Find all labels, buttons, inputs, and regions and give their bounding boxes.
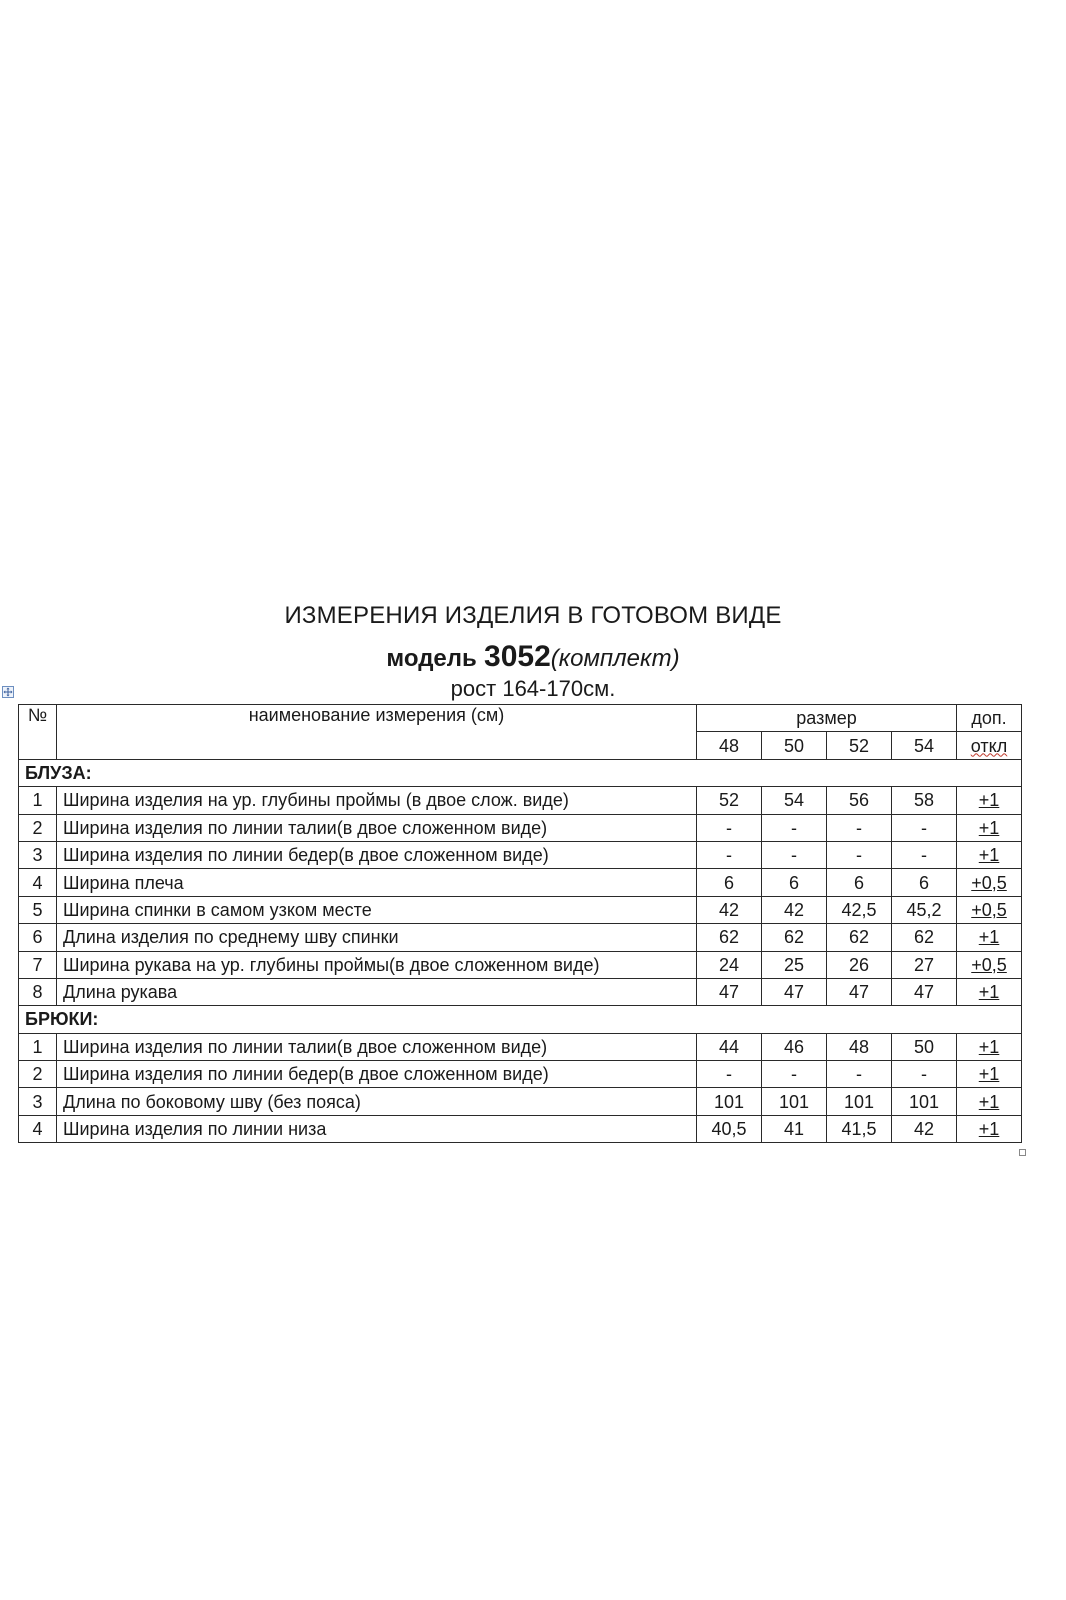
section-row	[19, 1006, 1022, 1033]
row-tolerance	[957, 787, 1022, 814]
row-tolerance	[957, 1033, 1022, 1060]
row-size-value: -	[762, 841, 827, 868]
row-size-value: 41	[762, 1115, 827, 1142]
section-title: БЛУЗА:	[19, 759, 1022, 786]
model-line	[0, 640, 1066, 674]
row-size-value: 40,5	[697, 1115, 762, 1142]
row-tolerance	[957, 814, 1022, 841]
table-row	[19, 814, 1022, 841]
row-measurement-name: Ширина изделия на ур. глубины проймы (в двое слож. виде)	[57, 787, 697, 814]
row-measurement-name: Ширина плеча	[57, 869, 697, 896]
row-size-value: -	[697, 841, 762, 868]
height-line: рост 164-170см.	[450, 676, 616, 701]
tolerance-value: +1	[978, 1036, 1000, 1057]
row-number: 2	[19, 1061, 57, 1088]
row-number: 6	[19, 924, 57, 951]
row-size-value: -	[827, 1061, 892, 1088]
row-size-value: 26	[827, 951, 892, 978]
tolerance-value: +1	[978, 1119, 1000, 1140]
table-row	[19, 1115, 1022, 1142]
row-size-value: 56	[827, 787, 892, 814]
row-size-value: 58	[892, 787, 957, 814]
tolerance-value: +0,5	[971, 872, 1007, 893]
row-size-value: -	[762, 814, 827, 841]
row-size-value: 47	[827, 978, 892, 1005]
row-size-value: 46	[762, 1033, 827, 1060]
row-tolerance	[957, 951, 1022, 978]
row-size-value: 101	[892, 1088, 957, 1115]
column-header-size: размер	[697, 705, 957, 732]
row-size-value: -	[892, 841, 957, 868]
column-header-tolerance: доп.	[957, 705, 1022, 732]
table-row	[19, 787, 1022, 814]
section-row	[19, 759, 1022, 786]
size-cell: 50	[762, 732, 827, 759]
row-number: 5	[19, 896, 57, 923]
tolerance-value: +1	[978, 845, 1000, 866]
column-header-name: наименование измерения (см)	[57, 705, 697, 760]
row-measurement-name: Длина по боковому шву (без пояса)	[57, 1088, 697, 1115]
document-title: ИЗМЕРЕНИЯ ИЗДЕЛИЯ В ГОТОВОМ ВИДЕ	[284, 602, 782, 629]
tolerance-value: +1	[978, 1064, 1000, 1085]
size-cell: 54	[892, 732, 957, 759]
row-size-value: 42	[762, 896, 827, 923]
row-size-value: -	[892, 1061, 957, 1088]
row-size-value: -	[762, 1061, 827, 1088]
row-tolerance	[957, 869, 1022, 896]
section-title: БРЮКИ:	[19, 1006, 1022, 1033]
row-tolerance	[957, 978, 1022, 1005]
table-row	[19, 1088, 1022, 1115]
row-size-value: 24	[697, 951, 762, 978]
column-header-number: №	[19, 705, 57, 760]
table-row	[19, 1033, 1022, 1060]
row-size-value: -	[892, 814, 957, 841]
model-note: (комплект)	[550, 645, 680, 672]
row-number: 3	[19, 1088, 57, 1115]
row-measurement-name: Ширина изделия по линии бедер(в двое сложенном виде)	[57, 1061, 697, 1088]
row-size-value: 6	[892, 869, 957, 896]
row-tolerance	[957, 841, 1022, 868]
row-size-value: 6	[827, 869, 892, 896]
row-number: 1	[19, 787, 57, 814]
row-size-value: -	[827, 814, 892, 841]
row-size-value: 101	[827, 1088, 892, 1115]
table-row	[19, 841, 1022, 868]
row-number: 1	[19, 1033, 57, 1060]
row-number: 4	[19, 869, 57, 896]
size-cell: 48	[697, 732, 762, 759]
row-size-value: 25	[762, 951, 827, 978]
row-measurement-name: Ширина изделия по линии бедер(в двое сложенном виде)	[57, 841, 697, 868]
size-cell: 52	[827, 732, 892, 759]
row-size-value: 62	[892, 924, 957, 951]
row-measurement-name: Длина рукава	[57, 978, 697, 1005]
row-number: 4	[19, 1115, 57, 1142]
row-number: 8	[19, 978, 57, 1005]
tolerance-value: +1	[978, 790, 1000, 811]
tolerance-value: +0,5	[971, 954, 1007, 975]
row-size-value: 47	[762, 978, 827, 1005]
row-size-value: 42	[697, 896, 762, 923]
table-row	[19, 869, 1022, 896]
model-label: модель	[386, 645, 477, 672]
row-tolerance	[957, 1088, 1022, 1115]
row-measurement-name: Ширина спинки в самом узком месте	[57, 896, 697, 923]
row-measurement-name: Ширина рукава на ур. глубины проймы(в двое сложенном виде)	[57, 951, 697, 978]
row-size-value: 47	[697, 978, 762, 1005]
row-size-value: 62	[697, 924, 762, 951]
row-size-value: 42,5	[827, 896, 892, 923]
row-tolerance	[957, 924, 1022, 951]
row-size-value: -	[827, 841, 892, 868]
row-size-value: 27	[892, 951, 957, 978]
row-size-value: 41,5	[827, 1115, 892, 1142]
row-tolerance	[957, 896, 1022, 923]
table-row	[19, 978, 1022, 1005]
row-size-value: 54	[762, 787, 827, 814]
table-resize-handle-icon[interactable]	[1019, 1149, 1026, 1156]
model-number: 3052	[484, 640, 551, 673]
row-measurement-name: Ширина изделия по линии талии(в двое сложенном виде)	[57, 1033, 697, 1060]
tolerance-value: +1	[978, 1091, 1000, 1112]
row-size-value: 52	[697, 787, 762, 814]
column-header-tolerance-2	[957, 732, 1022, 759]
row-measurement-name: Ширина изделия по линии низа	[57, 1115, 697, 1142]
table-row	[19, 1061, 1022, 1088]
row-number: 7	[19, 951, 57, 978]
row-number: 2	[19, 814, 57, 841]
table-row	[19, 924, 1022, 951]
row-size-value: 62	[827, 924, 892, 951]
row-size-value: 62	[762, 924, 827, 951]
table-row	[19, 951, 1022, 978]
row-size-value: 48	[827, 1033, 892, 1060]
row-size-value: 44	[697, 1033, 762, 1060]
row-size-value: 45,2	[892, 896, 957, 923]
row-size-value: 101	[762, 1088, 827, 1115]
row-size-value: 42	[892, 1115, 957, 1142]
tolerance-value: +0,5	[971, 899, 1007, 920]
row-tolerance	[957, 1115, 1022, 1142]
measurements-table	[18, 704, 1022, 1143]
table-row	[19, 896, 1022, 923]
row-measurement-name: Ширина изделия по линии талии(в двое сложенном виде)	[57, 814, 697, 841]
row-tolerance	[957, 1061, 1022, 1088]
tolerance-value: +1	[978, 817, 1000, 838]
row-size-value: 6	[762, 869, 827, 896]
tolerance-value: +1	[978, 927, 1000, 948]
row-size-value: 47	[892, 978, 957, 1005]
row-measurement-name: Длина изделия по среднему шву спинки	[57, 924, 697, 951]
row-size-value: 6	[697, 869, 762, 896]
tolerance-value: +1	[978, 982, 1000, 1003]
table-header-row	[19, 705, 1022, 732]
row-number: 3	[19, 841, 57, 868]
row-size-value: -	[697, 1061, 762, 1088]
row-size-value: -	[697, 814, 762, 841]
table-move-handle-icon[interactable]	[2, 686, 14, 698]
tolerance-abbrev: откл	[970, 735, 1008, 756]
row-size-value: 101	[697, 1088, 762, 1115]
row-size-value: 50	[892, 1033, 957, 1060]
